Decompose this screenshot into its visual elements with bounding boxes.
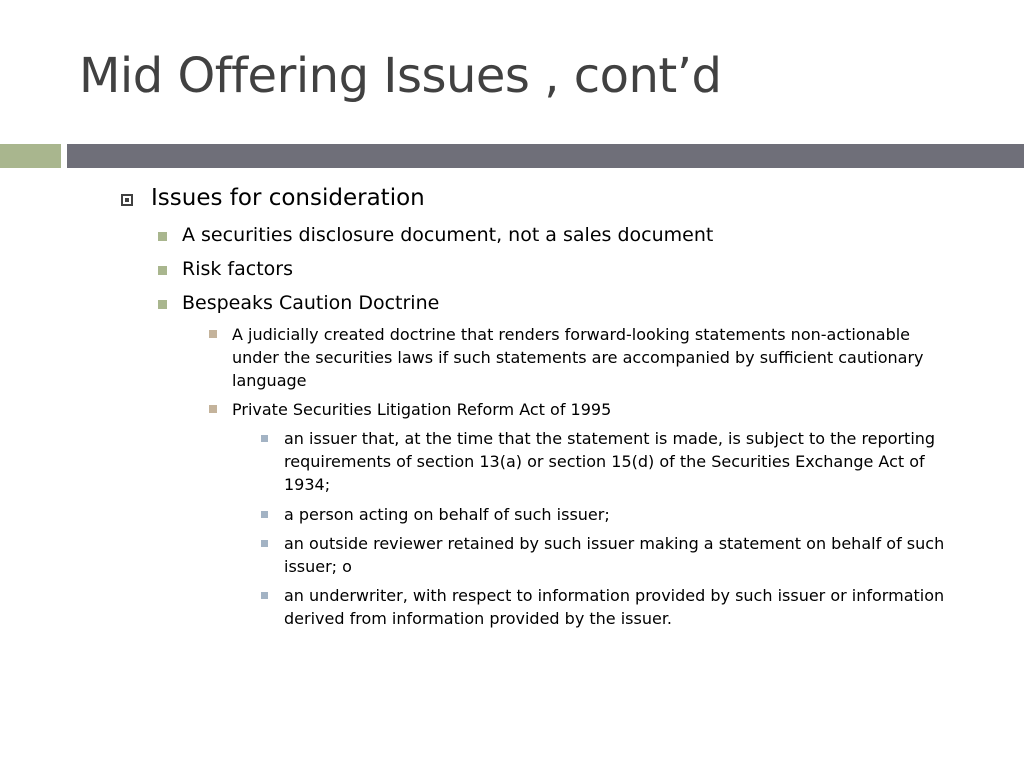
square-bullet-icon (158, 300, 167, 309)
outline-text: Issues for consideration (151, 185, 425, 211)
outline-text: an underwriter, with respect to information provided by such issuer or information derived from information provided by the issuer. (284, 586, 945, 628)
outline-item-level4 (261, 584, 964, 630)
square-bullet-icon (261, 540, 268, 547)
outline-text: A securities disclosure document, not a sales document (182, 224, 714, 246)
square-bullet-icon (261, 592, 268, 599)
outline-text: a person acting on behalf of such issuer; (284, 505, 610, 524)
outline-item-level2 (158, 291, 439, 316)
outline-text: Private Securities Litigation Reform Act of 1995 (232, 400, 612, 419)
outline-text: Risk factors (182, 258, 293, 280)
square-bullet-icon (158, 266, 167, 275)
outline-text: an issuer that, at the time that the statement is made, is subject to the reporting requirements of section 13(a) or section 15(d) of the Securities Exchange Act of 1934; (284, 429, 936, 494)
outline-text: A judicially created doctrine that renders forward-looking statements non-actionable under the securities laws if such statements are accompanied by sufficient cautionary language (232, 325, 924, 390)
outline-item-level4 (261, 503, 964, 526)
outline-item-level1 (121, 184, 425, 212)
outline-item-level4 (261, 427, 964, 496)
square-bullet-icon (209, 330, 217, 338)
outline-item-level2 (158, 257, 293, 282)
outline-item-level4 (261, 532, 964, 578)
square-bullet-icon (121, 194, 133, 206)
outline-text: an outside reviewer retained by such issuer making a statement on behalf of such issuer; o (284, 534, 945, 576)
outline-item-level3 (209, 398, 957, 421)
slide-title: Mid Offering Issues , cont’d (79, 48, 722, 104)
square-bullet-icon (209, 405, 217, 413)
outline-text: Bespeaks Caution Doctrine (182, 292, 440, 314)
square-bullet-icon (261, 511, 268, 518)
square-bullet-icon (158, 232, 167, 241)
outline-item-level3 (209, 323, 957, 392)
outline-item-level2 (158, 223, 713, 248)
square-bullet-icon (261, 435, 268, 442)
